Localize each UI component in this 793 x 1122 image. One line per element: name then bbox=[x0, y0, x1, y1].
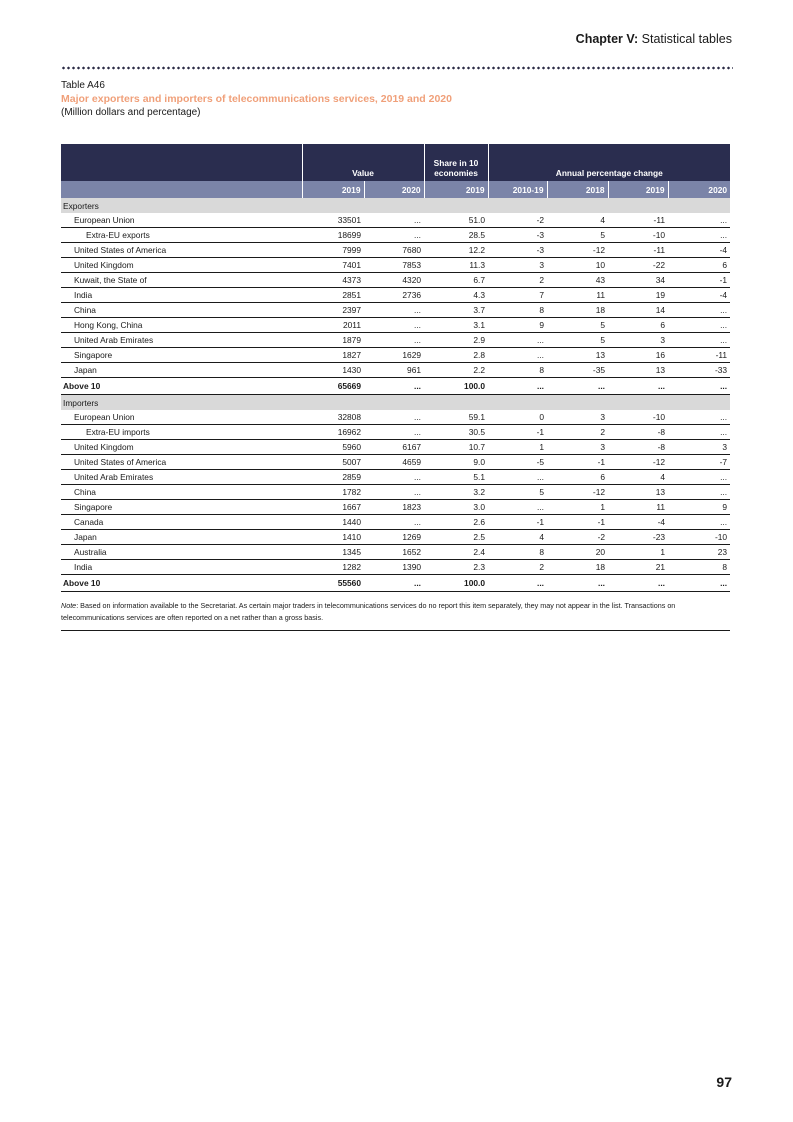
table-row bbox=[61, 363, 730, 378]
table-cell: ... bbox=[364, 228, 424, 243]
total-cell: ... bbox=[608, 575, 668, 592]
table-cell: 6.7 bbox=[424, 273, 488, 288]
table-cell: 2.5 bbox=[424, 530, 488, 545]
table-cell: 19 bbox=[608, 288, 668, 303]
header-row-years bbox=[61, 181, 730, 198]
table-row bbox=[61, 213, 730, 228]
table-cell: -1 bbox=[488, 425, 547, 440]
table-cell: 3 bbox=[608, 333, 668, 348]
total-row bbox=[61, 575, 730, 592]
table-cell: -35 bbox=[547, 363, 608, 378]
table-cell: 12.2 bbox=[424, 243, 488, 258]
table-cell: 3 bbox=[488, 258, 547, 273]
table-row bbox=[61, 485, 730, 500]
header-year: 2019 bbox=[424, 181, 488, 198]
table-cell: 3.2 bbox=[424, 485, 488, 500]
header-blank bbox=[61, 144, 302, 181]
table-cell: -10 bbox=[608, 228, 668, 243]
table-cell: 1345 bbox=[302, 545, 364, 560]
dotted-divider bbox=[61, 66, 733, 70]
table-cell: 20 bbox=[547, 545, 608, 560]
header-year-blank bbox=[61, 181, 302, 198]
table-cell: 3.1 bbox=[424, 318, 488, 333]
table-cell: 4 bbox=[547, 213, 608, 228]
table-cell: 34 bbox=[608, 273, 668, 288]
table-cell: 7401 bbox=[302, 258, 364, 273]
table-cell: 961 bbox=[364, 363, 424, 378]
table-cell: -7 bbox=[668, 455, 730, 470]
header-year: 2019 bbox=[608, 181, 668, 198]
row-label: Japan bbox=[61, 363, 302, 378]
header-value: Value bbox=[302, 144, 424, 181]
table-cell: 18 bbox=[547, 303, 608, 318]
table-row bbox=[61, 228, 730, 243]
section-header-row bbox=[61, 198, 730, 213]
table-cell: 2397 bbox=[302, 303, 364, 318]
table-cell: 2.9 bbox=[424, 333, 488, 348]
table-row bbox=[61, 258, 730, 273]
table-cell: 4373 bbox=[302, 273, 364, 288]
section-label: Exporters bbox=[61, 198, 730, 213]
table-cell: -8 bbox=[608, 425, 668, 440]
table-cell: 1823 bbox=[364, 500, 424, 515]
header-year: 2020 bbox=[668, 181, 730, 198]
total-cell: ... bbox=[668, 378, 730, 395]
table-cell: 3.0 bbox=[424, 500, 488, 515]
table-cell: 2.4 bbox=[424, 545, 488, 560]
table-cell: 30.5 bbox=[424, 425, 488, 440]
table-cell: 6 bbox=[608, 318, 668, 333]
table-cell: 3 bbox=[547, 440, 608, 455]
row-label: United Arab Emirates bbox=[61, 333, 302, 348]
note-text: : Based on information available to the Secretariat. As certain major traders in telecommunications services do no report this item separately, they may not appear in the list. Transactions on telecommunications services are often reported on a net rather than a gross basis. bbox=[61, 601, 676, 622]
statistics-table bbox=[61, 144, 730, 592]
table-cell: 7 bbox=[488, 288, 547, 303]
row-label: United Arab Emirates bbox=[61, 470, 302, 485]
table-cell: 5 bbox=[547, 228, 608, 243]
row-label: Japan bbox=[61, 530, 302, 545]
table-cell: 2 bbox=[488, 273, 547, 288]
table-cell: 8 bbox=[488, 303, 547, 318]
table-cell: 14 bbox=[608, 303, 668, 318]
table-cell: 2851 bbox=[302, 288, 364, 303]
table-cell: 5960 bbox=[302, 440, 364, 455]
table-cell: 1782 bbox=[302, 485, 364, 500]
table-cell: ... bbox=[364, 470, 424, 485]
table-row bbox=[61, 470, 730, 485]
row-label: European Union bbox=[61, 410, 302, 425]
table-cell: 8 bbox=[488, 363, 547, 378]
table-cell: 59.1 bbox=[424, 410, 488, 425]
statistics-table-container bbox=[61, 144, 730, 631]
header-annual-change: Annual percentage change bbox=[488, 144, 730, 181]
table-row bbox=[61, 530, 730, 545]
table-cell: 11 bbox=[547, 288, 608, 303]
table-cell: ... bbox=[364, 425, 424, 440]
row-label: China bbox=[61, 485, 302, 500]
table-cell: ... bbox=[364, 318, 424, 333]
table-cell: ... bbox=[364, 303, 424, 318]
table-cell: 5 bbox=[488, 485, 547, 500]
table-cell: 1269 bbox=[364, 530, 424, 545]
table-cell: 1440 bbox=[302, 515, 364, 530]
table-cell: 51.0 bbox=[424, 213, 488, 228]
table-cell: 2 bbox=[488, 560, 547, 575]
table-cell: 6 bbox=[668, 258, 730, 273]
table-row bbox=[61, 318, 730, 333]
table-cell: 8 bbox=[488, 545, 547, 560]
table-row bbox=[61, 333, 730, 348]
total-cell: 100.0 bbox=[424, 575, 488, 592]
table-cell: 43 bbox=[547, 273, 608, 288]
table-cell: 5 bbox=[547, 318, 608, 333]
total-cell: ... bbox=[668, 575, 730, 592]
table-row bbox=[61, 288, 730, 303]
chapter-label: Chapter V: bbox=[575, 32, 639, 46]
table-cell: 8 bbox=[668, 560, 730, 575]
table-cell: -3 bbox=[488, 228, 547, 243]
table-cell: 1 bbox=[547, 500, 608, 515]
table-cell: 7680 bbox=[364, 243, 424, 258]
table-cell: 4659 bbox=[364, 455, 424, 470]
row-label: Kuwait, the State of bbox=[61, 273, 302, 288]
table-cell: 1282 bbox=[302, 560, 364, 575]
table-cell: 1410 bbox=[302, 530, 364, 545]
table-cell: -33 bbox=[668, 363, 730, 378]
table-cell: -4 bbox=[608, 515, 668, 530]
total-cell: 55560 bbox=[302, 575, 364, 592]
table-cell: 9 bbox=[488, 318, 547, 333]
table-row bbox=[61, 243, 730, 258]
table-subtitle: (Million dollars and percentage) bbox=[61, 107, 201, 118]
table-cell: 11.3 bbox=[424, 258, 488, 273]
row-label: United Kingdom bbox=[61, 258, 302, 273]
table-cell: ... bbox=[668, 228, 730, 243]
total-cell: 100.0 bbox=[424, 378, 488, 395]
table-row bbox=[61, 303, 730, 318]
table-cell: ... bbox=[668, 515, 730, 530]
table-cell: 9 bbox=[668, 500, 730, 515]
header-year: 2019 bbox=[302, 181, 364, 198]
table-cell: -12 bbox=[547, 243, 608, 258]
table-number: Table A46 bbox=[61, 80, 105, 91]
table-note bbox=[61, 600, 730, 631]
table-cell: -1 bbox=[547, 515, 608, 530]
chapter-heading bbox=[576, 32, 732, 46]
table-cell: ... bbox=[488, 348, 547, 363]
table-cell: 6 bbox=[547, 470, 608, 485]
table-cell: ... bbox=[364, 333, 424, 348]
total-cell: 65669 bbox=[302, 378, 364, 395]
table-row bbox=[61, 425, 730, 440]
table-cell: 1390 bbox=[364, 560, 424, 575]
table-cell: ... bbox=[668, 303, 730, 318]
table-cell: ... bbox=[668, 485, 730, 500]
table-cell: 1 bbox=[488, 440, 547, 455]
table-cell: 7853 bbox=[364, 258, 424, 273]
table-cell: -3 bbox=[488, 243, 547, 258]
table-cell: 4.3 bbox=[424, 288, 488, 303]
table-cell: -10 bbox=[608, 410, 668, 425]
total-cell: ... bbox=[488, 378, 547, 395]
note-label: Note bbox=[61, 601, 77, 610]
table-cell: 1 bbox=[608, 545, 668, 560]
table-cell: 2736 bbox=[364, 288, 424, 303]
total-row bbox=[61, 378, 730, 395]
page-number: 97 bbox=[716, 1074, 732, 1090]
row-label: European Union bbox=[61, 213, 302, 228]
table-cell: 2.8 bbox=[424, 348, 488, 363]
row-label: Singapore bbox=[61, 500, 302, 515]
table-cell: 2859 bbox=[302, 470, 364, 485]
table-cell: -2 bbox=[488, 213, 547, 228]
table-cell: ... bbox=[668, 333, 730, 348]
table-cell: 23 bbox=[668, 545, 730, 560]
table-cell: 21 bbox=[608, 560, 668, 575]
table-cell: -4 bbox=[668, 243, 730, 258]
table-cell: ... bbox=[668, 410, 730, 425]
row-label: Canada bbox=[61, 515, 302, 530]
table-cell: 2.2 bbox=[424, 363, 488, 378]
table-cell: -10 bbox=[668, 530, 730, 545]
table-cell: 2.3 bbox=[424, 560, 488, 575]
row-label: Singapore bbox=[61, 348, 302, 363]
row-label: India bbox=[61, 560, 302, 575]
table-cell: ... bbox=[668, 213, 730, 228]
total-cell: ... bbox=[488, 575, 547, 592]
table-cell: 1430 bbox=[302, 363, 364, 378]
table-cell: 28.5 bbox=[424, 228, 488, 243]
table-cell: -12 bbox=[547, 485, 608, 500]
table-cell: -1 bbox=[488, 515, 547, 530]
table-cell: 4 bbox=[488, 530, 547, 545]
table-cell: 1652 bbox=[364, 545, 424, 560]
table-cell: ... bbox=[488, 470, 547, 485]
table-cell: 1667 bbox=[302, 500, 364, 515]
table-cell: 5007 bbox=[302, 455, 364, 470]
total-cell: ... bbox=[364, 575, 424, 592]
table-cell: ... bbox=[488, 500, 547, 515]
table-row bbox=[61, 455, 730, 470]
table-cell: -5 bbox=[488, 455, 547, 470]
table-cell: 0 bbox=[488, 410, 547, 425]
table-cell: 3 bbox=[668, 440, 730, 455]
table-cell: ... bbox=[668, 470, 730, 485]
table-cell: -8 bbox=[608, 440, 668, 455]
total-label: Above 10 bbox=[61, 378, 302, 395]
chapter-title: Statistical tables bbox=[641, 32, 732, 46]
header-row-groups bbox=[61, 144, 730, 181]
section-label: Importers bbox=[61, 395, 730, 411]
row-label: China bbox=[61, 303, 302, 318]
table-cell: 4320 bbox=[364, 273, 424, 288]
table-cell: 32808 bbox=[302, 410, 364, 425]
row-label: Hong Kong, China bbox=[61, 318, 302, 333]
table-cell: 1879 bbox=[302, 333, 364, 348]
table-cell: -2 bbox=[547, 530, 608, 545]
table-row bbox=[61, 440, 730, 455]
table-title: Major exporters and importers of telecommunications services, 2019 and 2020 bbox=[61, 93, 452, 105]
total-cell: ... bbox=[364, 378, 424, 395]
table-cell: 2 bbox=[547, 425, 608, 440]
table-cell: 3 bbox=[547, 410, 608, 425]
table-cell: ... bbox=[668, 318, 730, 333]
table-cell: 18 bbox=[547, 560, 608, 575]
total-cell: ... bbox=[547, 575, 608, 592]
total-cell: ... bbox=[547, 378, 608, 395]
table-cell: ... bbox=[364, 410, 424, 425]
table-cell: 18699 bbox=[302, 228, 364, 243]
header-share: Share in 10 economies bbox=[424, 144, 488, 181]
table-cell: -1 bbox=[668, 273, 730, 288]
table-cell: 9.0 bbox=[424, 455, 488, 470]
table-cell: 2.6 bbox=[424, 515, 488, 530]
header-year: 2010-19 bbox=[488, 181, 547, 198]
table-cell: ... bbox=[488, 333, 547, 348]
row-label: Australia bbox=[61, 545, 302, 560]
table-row bbox=[61, 545, 730, 560]
table-cell: -1 bbox=[547, 455, 608, 470]
table-cell: ... bbox=[364, 515, 424, 530]
table-cell: 5.1 bbox=[424, 470, 488, 485]
table-cell: ... bbox=[668, 425, 730, 440]
header-year: 2020 bbox=[364, 181, 424, 198]
row-label: United Kingdom bbox=[61, 440, 302, 455]
table-cell: 16 bbox=[608, 348, 668, 363]
row-label: Extra-EU exports bbox=[61, 228, 302, 243]
table-cell: 11 bbox=[608, 500, 668, 515]
table-cell: 2011 bbox=[302, 318, 364, 333]
table-body bbox=[61, 198, 730, 592]
row-label: United States of America bbox=[61, 455, 302, 470]
table-cell: ... bbox=[364, 213, 424, 228]
table-cell: 7999 bbox=[302, 243, 364, 258]
table-row bbox=[61, 500, 730, 515]
table-cell: -11 bbox=[608, 243, 668, 258]
row-label: Extra-EU imports bbox=[61, 425, 302, 440]
table-cell: 1827 bbox=[302, 348, 364, 363]
table-row bbox=[61, 273, 730, 288]
table-cell: -22 bbox=[608, 258, 668, 273]
table-cell: 6167 bbox=[364, 440, 424, 455]
table-cell: 13 bbox=[547, 348, 608, 363]
row-label: United States of America bbox=[61, 243, 302, 258]
table-row bbox=[61, 515, 730, 530]
table-cell: 13 bbox=[608, 485, 668, 500]
table-cell: -23 bbox=[608, 530, 668, 545]
row-label: India bbox=[61, 288, 302, 303]
table-row bbox=[61, 410, 730, 425]
table-cell: 10 bbox=[547, 258, 608, 273]
table-cell: 3.7 bbox=[424, 303, 488, 318]
table-cell: -4 bbox=[668, 288, 730, 303]
total-label: Above 10 bbox=[61, 575, 302, 592]
table-cell: 5 bbox=[547, 333, 608, 348]
table-cell: 33501 bbox=[302, 213, 364, 228]
section-header-row bbox=[61, 395, 730, 411]
table-cell: -11 bbox=[668, 348, 730, 363]
table-cell: 4 bbox=[608, 470, 668, 485]
table-cell: 16962 bbox=[302, 425, 364, 440]
table-cell: -12 bbox=[608, 455, 668, 470]
table-cell: 13 bbox=[608, 363, 668, 378]
table-cell: -11 bbox=[608, 213, 668, 228]
table-row bbox=[61, 560, 730, 575]
table-cell: 1629 bbox=[364, 348, 424, 363]
total-cell: ... bbox=[608, 378, 668, 395]
table-cell: ... bbox=[364, 485, 424, 500]
header-year: 2018 bbox=[547, 181, 608, 198]
table-row bbox=[61, 348, 730, 363]
table-cell: 10.7 bbox=[424, 440, 488, 455]
